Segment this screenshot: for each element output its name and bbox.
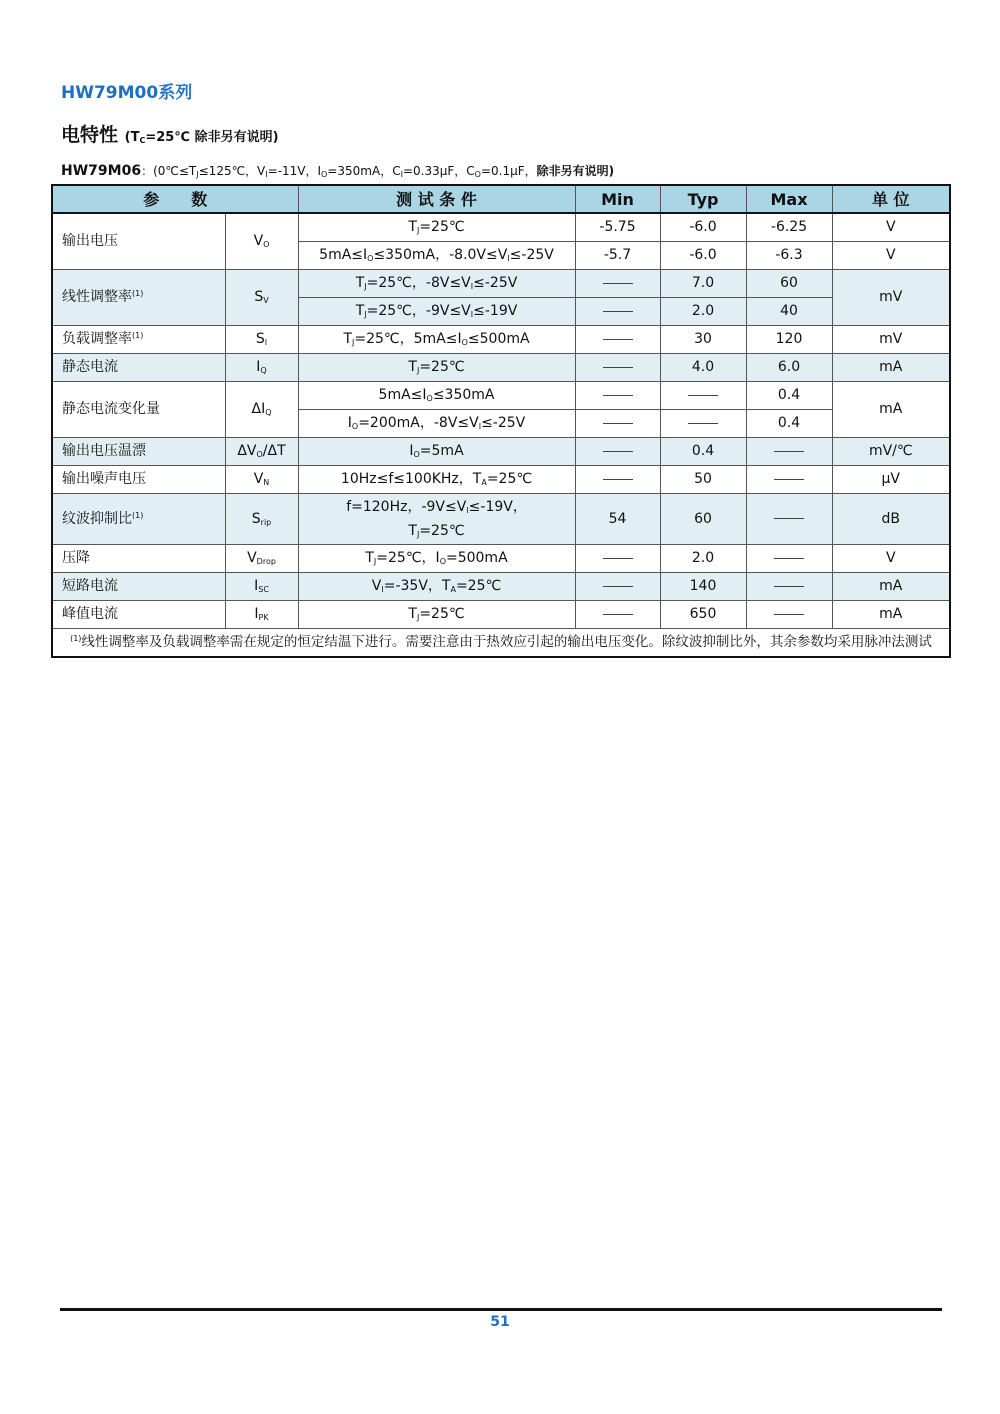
value-unit: V [832,242,950,270]
table-row [52,601,950,629]
param-name: 纹波抑制比$^{(1)}$ [52,494,225,545]
value-min-empty [575,326,660,354]
value-min-empty [575,410,660,438]
value-max-empty [746,438,832,466]
value-unit: mA [832,354,950,382]
value-unit: μV [832,466,950,494]
electrical-characteristics-table [51,184,951,658]
value-typ: 140 [660,573,746,601]
test-condition: $T_J=25℃$，$-9V\le V_I\le-19V$ [298,298,575,326]
param-name: 静态电流变化量 [52,382,225,438]
value-unit: mV/℃ [832,438,950,466]
param-name: 输出电压 [52,213,225,270]
test-condition: $T_J=25℃$ [298,354,575,382]
value-unit: mV [832,270,950,326]
test-condition: $T_J=25℃$，$I_O=500mA$ [298,545,575,573]
table-row [52,213,950,242]
param-name: 负载调整率$^{(1)}$ [52,326,225,354]
header-unit: 单 位 [832,185,950,213]
header-param: 参 数 [52,185,298,213]
value-typ: 7.0 [660,270,746,298]
value-max-empty [746,573,832,601]
value-max: 0.4 [746,382,832,410]
value-min: -5.7 [575,242,660,270]
value-typ: 4.0 [660,354,746,382]
value-typ: 60 [660,494,746,545]
value-typ-empty [660,382,746,410]
value-min: 54 [575,494,660,545]
value-min-empty [575,601,660,629]
test-condition: f=120Hz，$-9V\le V_I\le-19V$， $T_J=25℃$ [298,494,575,545]
value-max: 6.0 [746,354,832,382]
footnote: $^{(1)}$线性调整率及负载调整率需在规定的恒定结温下进行。需要注意由于热效应引起的输出电压变化。除纹波抑制比外，其余参数均采用脉冲法测试 [52,629,950,658]
value-max: 120 [746,326,832,354]
param-name: 输出噪声电压 [52,466,225,494]
model-conditions: HW79M06：($0℃\le T_J\le 125℃$，$V_I=-11V$，$I_O=350mA$，$C_I=0.33\mu F$，$C_O=0.1\mu F$，除非另有说明) [61,163,615,179]
table-row [52,573,950,601]
param-name: 压降 [52,545,225,573]
table-row [52,270,950,298]
test-condition: $I_O=200mA$，$-8V\le V_I\le-25V$ [298,410,575,438]
param-name: 静态电流 [52,354,225,382]
value-min-empty [575,438,660,466]
value-unit: dB [832,494,950,545]
value-max: -6.25 [746,213,832,242]
value-typ: 0.4 [660,438,746,466]
test-condition: $T_J=25℃$ [298,601,575,629]
value-unit: mA [832,382,950,438]
value-typ: -6.0 [660,242,746,270]
value-typ: 2.0 [660,298,746,326]
param-name: 峰值电流 [52,601,225,629]
value-typ: 2.0 [660,545,746,573]
footnote-row [52,629,950,658]
param-symbol: $I_{PK}$ [225,601,298,629]
table-row [52,382,950,410]
footer-divider [60,1308,942,1311]
value-max-empty [746,601,832,629]
param-symbol: $V_N$ [225,466,298,494]
model-name: HW79M06 [61,163,142,179]
header-condition: 测 试 条 件 [298,185,575,213]
test-condition: $V_I=-35V$，$T_A=25℃$ [298,573,575,601]
param-name: 短路电流 [52,573,225,601]
param-symbol: $I_{SC}$ [225,573,298,601]
value-min-empty [575,545,660,573]
series-title: HW79M00系列 [61,83,193,103]
table-row [52,354,950,382]
test-condition: 10Hz≤f≤100KHz，$T_A=25℃$ [298,466,575,494]
table-row [52,466,950,494]
value-min-empty [575,573,660,601]
section-title [61,120,279,147]
value-typ: 30 [660,326,746,354]
param-symbol: $S_I$ [225,326,298,354]
table-header-row [52,185,950,213]
test-condition: $I_O=5mA$ [298,438,575,466]
value-max-empty [746,545,832,573]
value-min-empty [575,354,660,382]
test-condition: $5mA\le I_O\le 350mA$，$-8.0V\le V_I\le-25V$ [298,242,575,270]
test-condition: $T_J=25℃$，$5mA\le I_O\le 500mA$ [298,326,575,354]
param-symbol: $I_Q$ [225,354,298,382]
test-condition: $T_J=25℃$，$-8V\le V_I\le-25V$ [298,270,575,298]
value-unit: V [832,213,950,242]
param-name: 线性调整率$^{(1)}$ [52,270,225,326]
param-symbol: $V_{Drop}$ [225,545,298,573]
param-symbol: $V_O$ [225,213,298,270]
value-typ: -6.0 [660,213,746,242]
header-min: Min [575,185,660,213]
section-condition: ($T_C=25℃$ 除非另有说明) [124,130,279,145]
value-min-empty [575,382,660,410]
page-number: 51 [490,1314,510,1330]
value-typ: 650 [660,601,746,629]
value-max-empty [746,494,832,545]
value-min-empty [575,466,660,494]
param-symbol: $\Delta V_O/\Delta T$ [225,438,298,466]
value-min: -5.75 [575,213,660,242]
value-max-empty [746,466,832,494]
header-max: Max [746,185,832,213]
test-condition: $T_J=25℃$ [298,213,575,242]
table-row [52,438,950,466]
table-row [52,326,950,354]
section-title-text: 电特性 [61,124,119,146]
value-typ-empty [660,410,746,438]
value-min-empty [575,270,660,298]
param-name: 输出电压温漂 [52,438,225,466]
value-max: 40 [746,298,832,326]
param-symbol: $S_V$ [225,270,298,326]
value-typ: 50 [660,466,746,494]
value-unit: V [832,545,950,573]
value-max: 60 [746,270,832,298]
param-symbol: $\Delta I_Q$ [225,382,298,438]
param-symbol: $S_{rip}$ [225,494,298,545]
table-row [52,545,950,573]
value-unit: mA [832,573,950,601]
header-typ: Typ [660,185,746,213]
test-condition: $5mA\le I_O\le 350mA$ [298,382,575,410]
value-min-empty [575,298,660,326]
table-row [52,494,950,545]
value-max: -6.3 [746,242,832,270]
value-max: 0.4 [746,410,832,438]
value-unit: mV [832,326,950,354]
value-unit: mA [832,601,950,629]
